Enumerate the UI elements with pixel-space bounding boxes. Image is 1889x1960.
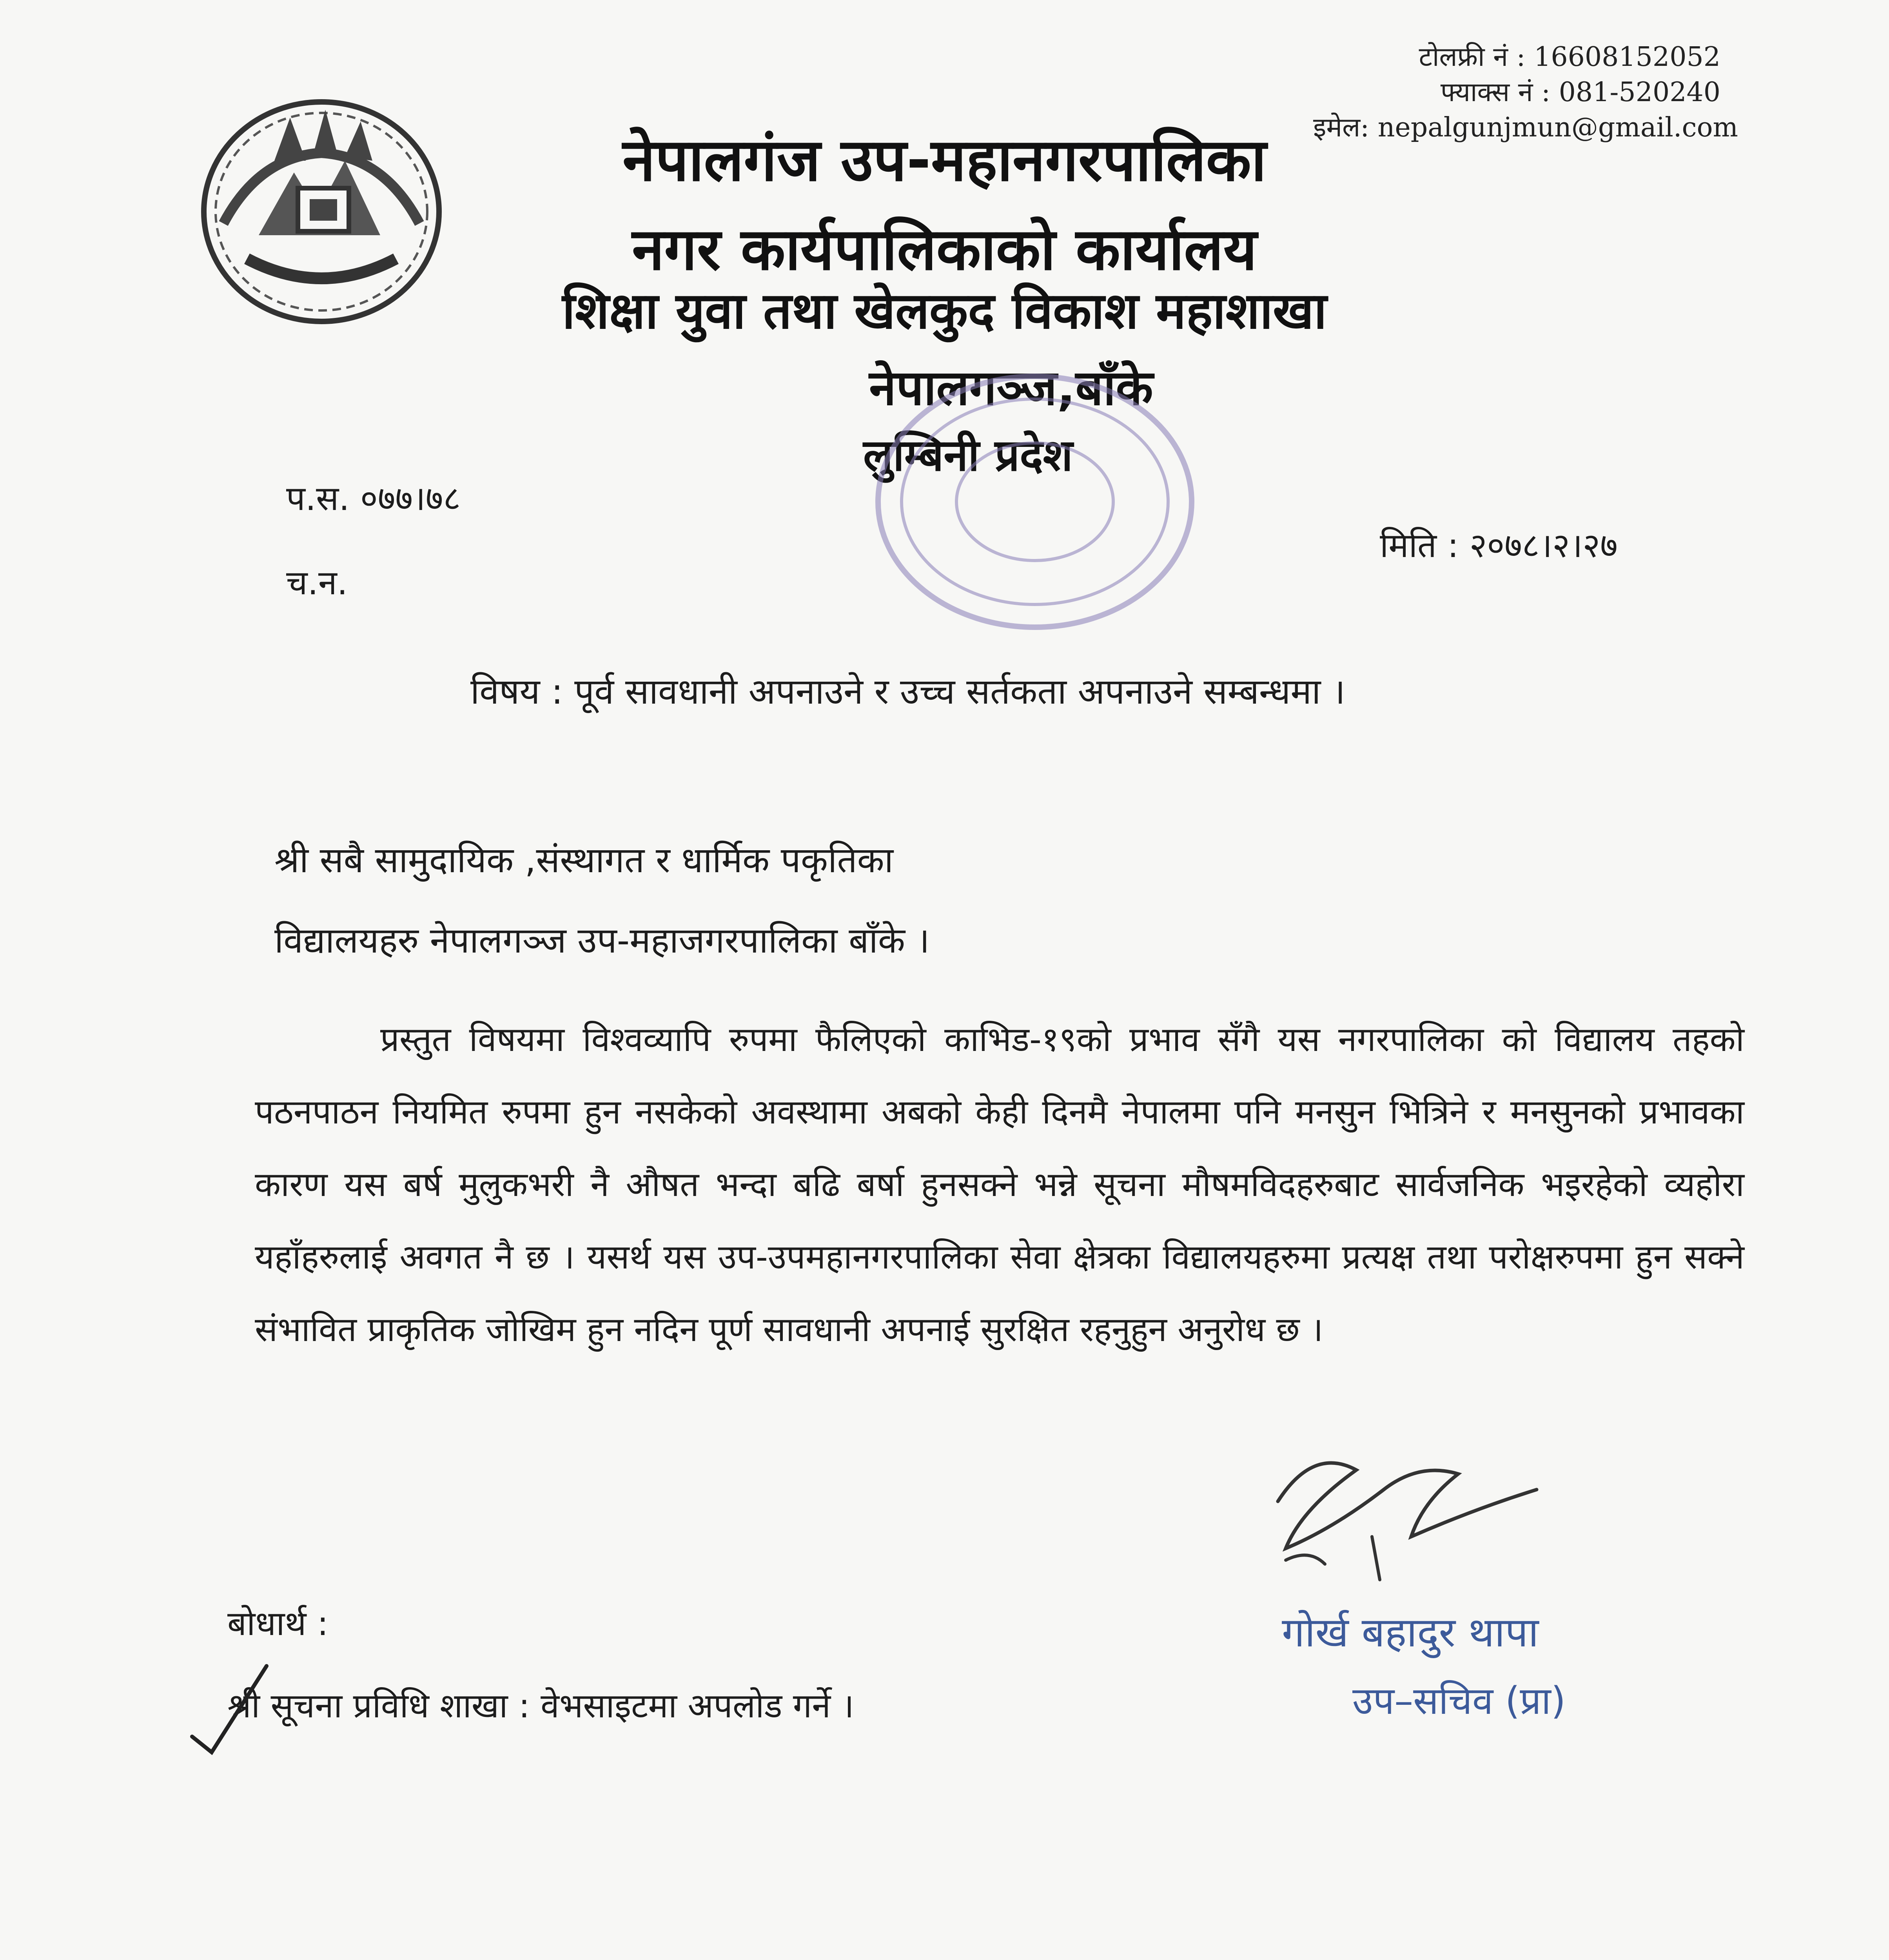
- letter-date: मिति : २०७८।२।२७: [1380, 526, 1618, 565]
- tick-mark: [188, 1658, 274, 1760]
- department-name: शिक्षा युवा तथा खेलकुद विकाश महाशाखा: [562, 282, 1327, 340]
- province-name: लुम्बिनी प्रदेश: [863, 430, 1073, 481]
- handwritten-signature: [1254, 1431, 1552, 1595]
- office-location: नेपालगञ्ज,बाँके: [869, 360, 1153, 416]
- office-name: नेपालगंज उप-महानगरपालिका: [622, 126, 1267, 194]
- toll-free-number: टोलफ्री नं : 16608152052: [1419, 42, 1720, 73]
- signatory-title: उप–सचिव (प्रा): [1352, 1679, 1566, 1723]
- letter-body: प्रस्तुत विषयमा विश्वव्यापि रुपमा फैलिएको काभिड-१९को प्रभाव सँगै यस नगरपालिका को विद्यालय तहको पठनपाठन नियमित रुपमा हुन नसकेको अवस्थामा अबको केही दिनमै नेपालमा पनि मनसुन भित्रिने र मनसुनको प्रभावका कारण यस बर्ष मुलुकभरी नै औषत भन्दा बढि बर्षा हुनसक्ने भन्ने सूचना मौषमविदहरुबाट सार्वजनिक भइरहेको व्यहोरा यहाँहरुलाई अवगत नै छ । यसर्थ यस उप-उपमहानगरपालिका सेवा क्षेत्रका विद्यालयहरुमा प्रत्यक्ष तथा परोक्षरुपमा हुन सक्ने संभावित प्राकृतिक जोखिम हुन नदिन पूर्ण सावधानी अपनाई सुरक्षित रहनुहुन अनुरोध छ ।: [255, 1020, 1744, 1349]
- email-address: इमेल: nepalgunjmun@gmail.com: [1313, 112, 1738, 143]
- signatory-name: गोर्ख बहादुर थापा: [1282, 1608, 1539, 1656]
- office-subname: नगर कार्यपालिकाको कार्यालय: [632, 216, 1257, 283]
- dispatch-number: च.न.: [286, 563, 348, 603]
- addressee-line-2: विद्यालयहरु नेपालगञ्ज उप-महाजगरपालिका बाँके ।: [274, 920, 930, 961]
- fax-number: फ्याक्स नं : 081-520240: [1440, 77, 1720, 108]
- cc-recipient: श्री सूचना प्रविधि शाखा : वेभसाइटमा अपलोड गर्ने ।: [227, 1686, 854, 1726]
- cc-label: बोधार्थ :: [227, 1604, 328, 1643]
- addressee-line-1: श्री सबै सामुदायिक ,संस्थागत र धार्मिक पकृतिका: [274, 840, 894, 881]
- letter-subject: विषय : पूर्व सावधानी अपनाउने र उच्च सर्तकता अपनाउने सम्बन्धमा ।: [470, 671, 1346, 712]
- reference-number: प.स. ०७७।७८: [286, 479, 461, 518]
- office-stamp: [862, 361, 1207, 643]
